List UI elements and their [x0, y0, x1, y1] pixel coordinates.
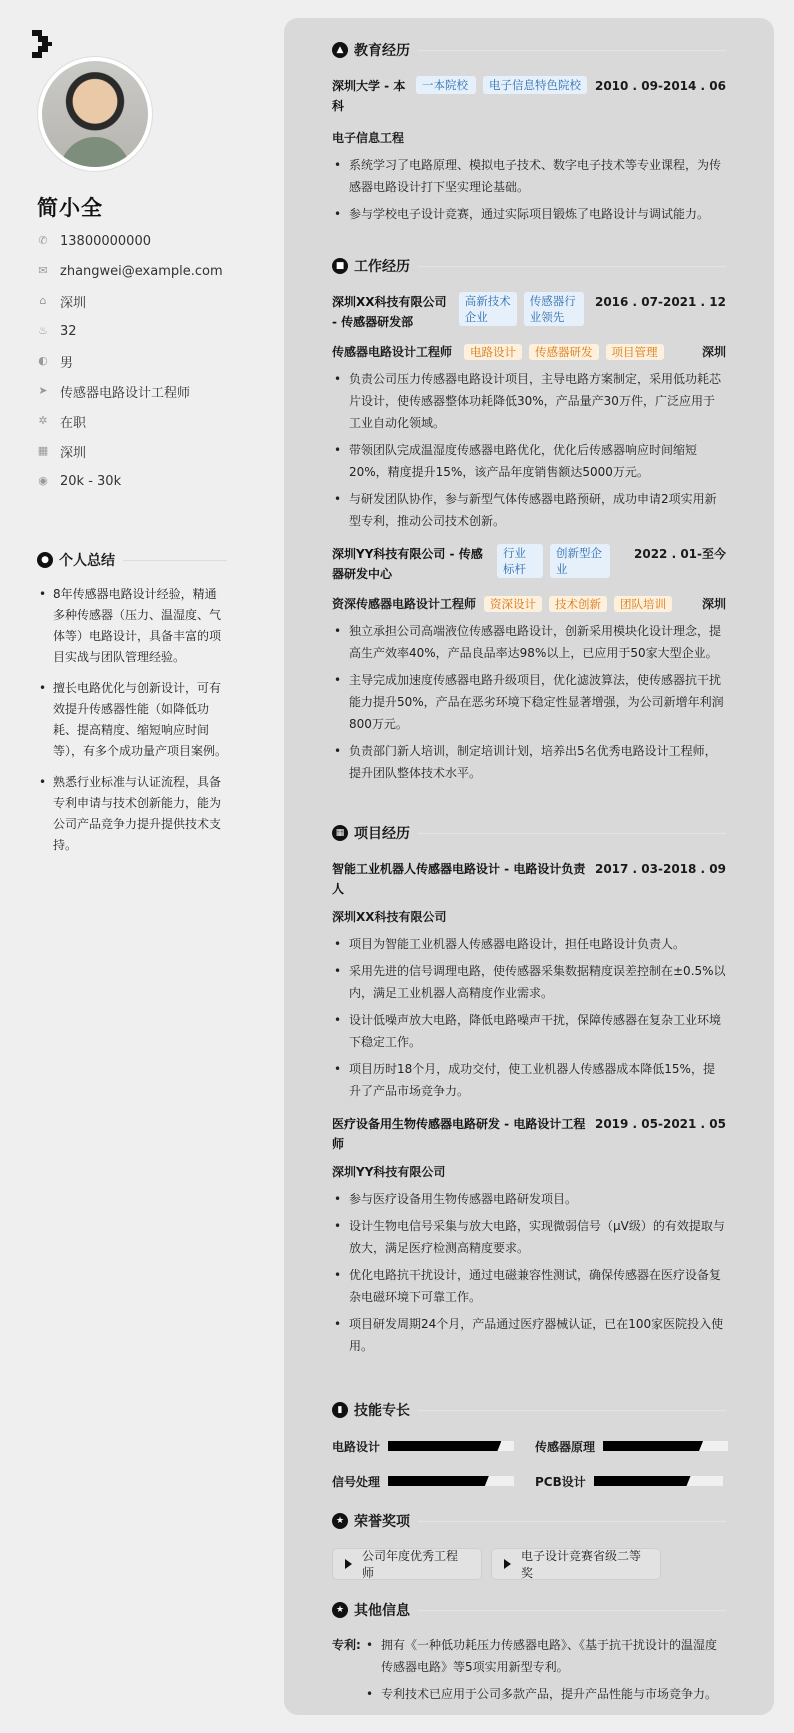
salary-text: 20k - 30k [60, 473, 122, 489]
company-name: 深圳YY科技有限公司 - 传感器研发中心 [332, 547, 483, 581]
list-item: • 项目研发周期24个月，产品通过医疗器械认证，已在100家医院投入使用。 [332, 1313, 726, 1357]
summary-list [37, 584, 227, 856]
cake-icon: ♨ [38, 324, 48, 337]
honors-title: 荣誉奖项 [354, 1514, 410, 1530]
work-header [332, 256, 726, 276]
list-item: • 设计生物电信号采集与放大电路，实现微弱信号（μV级）的有效提取与放大，满足医疗检测高精度要求。 [332, 1215, 726, 1259]
job-date: 2022 . 01-至今 [634, 547, 726, 561]
role-tag: 技术创新 [549, 596, 607, 612]
project-name: 智能工业机器人传感器电路设计 - 电路设计负责人 [332, 862, 586, 896]
list-item: • 拥有《一种低功耗压力传感器电路》、《基于抗干扰设计的温湿度传感器电路》等5项实用新型专利。 [364, 1634, 726, 1678]
avatar [38, 57, 152, 171]
projects-header [332, 823, 726, 843]
email-text: zhangwei@example.com [60, 263, 223, 279]
tag: 电子信息特色院校 [483, 76, 587, 94]
project-name: 医疗设备用生物传感器电路研发 - 电路设计工程师 [332, 1117, 586, 1151]
tag: 行业标杆 [497, 544, 543, 578]
role-tags [484, 596, 672, 612]
work-title: 工作经历 [354, 259, 410, 275]
other-label: 专利: [332, 1638, 361, 1652]
summary-section [37, 550, 227, 866]
city-text: 深圳 [60, 295, 87, 311]
project-list [332, 933, 726, 1102]
list-item: • 负责公司压力传感器电路设计项目，主导电路方案制定，采用低功耗芯片设计，使传感器整体功耗降低30%，产品量产30万件，广泛应用于工业自动化领域。 [332, 368, 726, 434]
skill-fill [594, 1476, 691, 1486]
skills-section [332, 1400, 726, 1420]
honor-item [332, 1548, 482, 1580]
job-list [332, 368, 726, 532]
email-row [37, 261, 257, 281]
status-text: 在职 [60, 415, 87, 431]
role-tag: 团队培训 [614, 596, 672, 612]
target-city-row [37, 441, 257, 461]
list-item: • 参与医疗设备用生物传感器电路研发项目。 [332, 1188, 726, 1210]
honors-section [332, 1511, 726, 1531]
project-list [332, 1188, 726, 1357]
role-tag: 项目管理 [606, 344, 664, 360]
job-tags [497, 544, 627, 578]
project-company: 深圳YY科技有限公司 [332, 1165, 446, 1179]
skill-row [332, 1439, 514, 1453]
honor-text: 电子设计竞赛省级二等奖 [521, 1549, 642, 1580]
grid-icon: ▦ [332, 825, 348, 841]
age-row [37, 321, 257, 341]
age-text: 32 [60, 323, 77, 339]
phone-row [37, 231, 257, 251]
gender-icon: ◐ [38, 354, 48, 367]
school-name: 深圳大学 - 本科 [332, 79, 406, 113]
list-item: • 主导完成加速度传感器电路升级项目，优化滤波算法，使传感器抗干扰能力提升50%，产品在恶劣环境下稳定性显著增强，为公司新增年利润800万元。 [332, 669, 726, 735]
skill-row [535, 1474, 723, 1488]
gender-text: 男 [60, 355, 74, 371]
major: 电子信息工程 [332, 131, 405, 145]
skill-bar [388, 1476, 514, 1486]
tag: 创新型企业 [550, 544, 610, 578]
education-date: 2010 . 09-2014 . 06 [594, 79, 726, 93]
skill-row [332, 1474, 514, 1488]
list-item: • 与研发团队协作，参与新型气体传感器电路预研，成功申请2项实用新型专利，推动公司技术创新。 [332, 488, 726, 532]
settings-icon: ✲ [38, 414, 48, 427]
education-header [332, 40, 726, 60]
other-header [332, 1600, 726, 1620]
award-icon: ★ [332, 1602, 348, 1618]
project-company: 深圳XX科技有限公司 [332, 910, 447, 924]
other-title: 其他信息 [354, 1603, 410, 1619]
user-icon: ● [37, 552, 53, 568]
job-role: 传感器电路设计工程师 [332, 345, 453, 359]
list-item: • 参与学校电子设计竞赛，通过实际项目锻炼了电路设计与调试能力。 [332, 203, 726, 225]
gender-row [37, 351, 257, 371]
play-icon [504, 1559, 511, 1569]
skill-name: PCB设计 [535, 1474, 586, 1489]
tag: 传感器行业领先 [524, 292, 584, 326]
profile-name: 简小全 [37, 196, 103, 220]
graduation-cap-icon: ▲ [332, 42, 348, 58]
skill-bar [388, 1441, 514, 1451]
role-tags [464, 344, 664, 360]
education-list [332, 154, 726, 225]
skills-title: 技能专长 [354, 1403, 410, 1419]
send-icon: ➤ [38, 384, 48, 397]
summary-item: • 擅长电路优化与创新设计，可有效提升传感器性能（如降低功耗、提高精度、缩短响应时间等），有多个成功量产项目案例。 [37, 678, 227, 762]
summary-title: 个人总结 [59, 553, 115, 569]
role-tag: 传感器研发 [529, 344, 599, 360]
job-role: 资深传感器电路设计工程师 [332, 597, 477, 611]
summary-header [37, 550, 227, 570]
other-section [332, 1600, 726, 1710]
play-icon [345, 1559, 352, 1569]
salary-row [37, 471, 257, 491]
role-tag: 电路设计 [464, 344, 522, 360]
job-tags [459, 292, 595, 326]
city-row [37, 291, 257, 311]
target-city-text: 深圳 [60, 445, 87, 461]
skill-row [535, 1439, 728, 1453]
projects-title: 项目经历 [354, 826, 410, 842]
coin-icon: ◉ [38, 474, 48, 487]
list-item: • 系统学习了电路原理、模拟电子技术、数字电子技术等专业课程，为传感器电路设计打下坚实理论基础。 [332, 154, 726, 198]
honor-text: 公司年度优秀工程师 [362, 1549, 459, 1580]
position-text: 传感器电路设计工程师 [60, 385, 191, 401]
skills-header [332, 1400, 726, 1420]
skill-name: 传感器原理 [535, 1439, 596, 1454]
phone-icon: ✆ [38, 234, 48, 247]
job-date: 2016 . 07-2021 . 12 [594, 295, 726, 309]
status-row [37, 411, 257, 431]
project-date: 2017 . 03-2018 . 09 [594, 862, 726, 876]
list-item: • 项目为智能工业机器人传感器电路设计，担任电路设计负责人。 [332, 933, 726, 955]
skill-fill [603, 1441, 703, 1451]
job-list [332, 620, 726, 784]
summary-item: • 8年传感器电路设计经验，精通多种传感器（压力、温湿度、气体等）电路设计，具备丰富的项目实战与团队管理经验。 [37, 584, 227, 668]
list-item: • 项目历时18个月，成功交付，使工业机器人传感器成本降低15%，提升了产品市场竞争力。 [332, 1058, 726, 1102]
project-date: 2019 . 05-2021 . 05 [594, 1117, 726, 1131]
list-item: • 独立承担公司高端液位传感器电路设计，创新采用模块化设计理念，提高生产效率40%，产品良品率达98%以上，已应用于50家大型企业。 [332, 620, 726, 664]
skill-name: 电路设计 [332, 1439, 381, 1454]
briefcase-icon: ■ [332, 258, 348, 274]
mail-icon: ✉ [38, 264, 48, 277]
list-item: • 负责部门新人培训，制定培训计划，培养出5名优秀电路设计工程师，提升团队整体技术水平。 [332, 740, 726, 784]
logo-icon [30, 28, 52, 60]
honors-header [332, 1511, 726, 1531]
list-item: • 专利技术已应用于公司多款产品，提升产品性能与市场竞争力。 [364, 1683, 726, 1705]
company-name: 深圳XX科技有限公司 - 传感器研发部 [332, 295, 447, 329]
education-section [332, 40, 726, 230]
list-item: • 带领团队完成温湿度传感器电路优化，优化后传感器响应时间缩短20%，精度提升15%，该产品年度销售额达5000万元。 [332, 439, 726, 483]
chart-icon: ▮ [332, 1402, 348, 1418]
skill-fill [388, 1476, 489, 1486]
other-list [364, 1634, 726, 1710]
skill-bar [603, 1441, 728, 1451]
tag: 高新技术企业 [459, 292, 517, 326]
phone-text: 13800000000 [60, 233, 151, 249]
projects-section [332, 823, 726, 1362]
left-column [0, 0, 284, 1733]
education-tags [416, 76, 591, 94]
list-item: • 采用先进的信号调理电路，使传感器采集数据精度误差控制在±0.5%以内，满足工业机器人高精度作业需求。 [332, 960, 726, 1004]
list-item: • 优化电路抗干扰设计，通过电磁兼容性测试，确保传感器在医疗设备复杂电磁环境下可靠工作。 [332, 1264, 726, 1308]
work-section [332, 256, 726, 789]
tag: 一本院校 [416, 76, 476, 94]
role-tag: 资深设计 [484, 596, 542, 612]
honor-item [491, 1548, 661, 1580]
award-icon: ★ [332, 1513, 348, 1529]
job-location: 深圳 [701, 345, 726, 359]
summary-item: • 熟悉行业标准与认证流程，具备专利申请与技术创新能力，能为公司产品竞争力提升提供技术支持。 [37, 772, 227, 856]
list-item: • 设计低噪声放大电路，降低电路噪声干扰，保障传感器在复杂工业环境下稳定工作。 [332, 1009, 726, 1053]
education-title: 教育经历 [354, 43, 410, 59]
skill-fill [388, 1441, 501, 1451]
job-location: 深圳 [701, 597, 726, 611]
position-row [37, 381, 257, 401]
building-icon: ▦ [37, 444, 49, 457]
home-icon: ⌂ [39, 294, 47, 307]
skill-name: 信号处理 [332, 1474, 381, 1489]
skill-bar [594, 1476, 723, 1486]
